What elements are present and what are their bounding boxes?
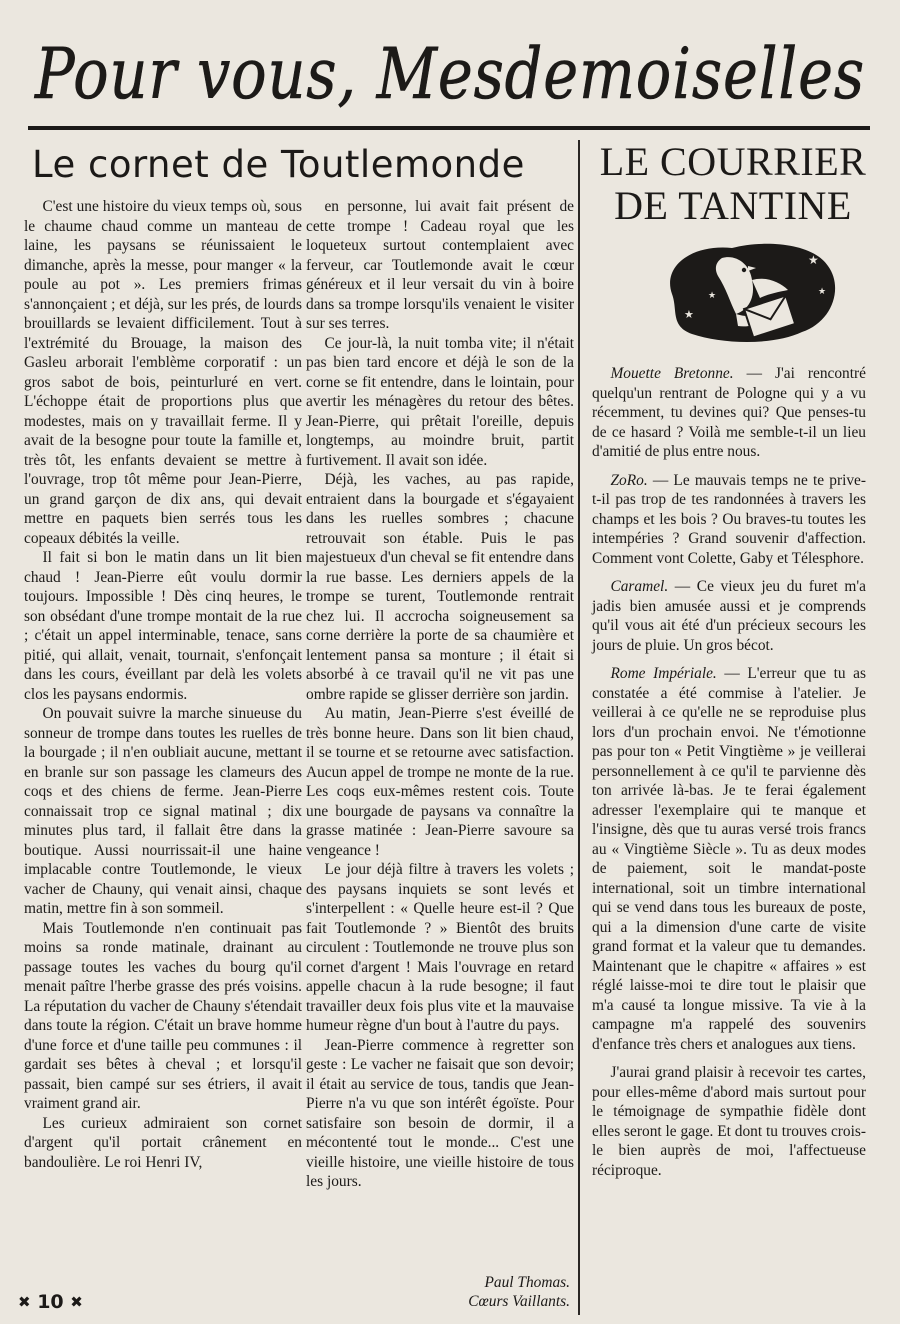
masthead (28, 14, 872, 124)
letter-recipient: Mouette Bretonne. (610, 365, 734, 382)
story-paragraph: Les curieux admiraient son cornet d'argent qu'il portait crânement en bandoulière. Le roi Henri IV, (24, 1114, 302, 1171)
story-paragraph: Il fait si bon le matin dans un lit bien chaud ! Jean-Pierre eût voulu dormir toujours. Impossible ! Dès cinq heures, le son obsédant d'une trompe montait de la rue ; c'était un appel interminable, tenace, sans pitié, qui allait, venait, tournait, s'enfonçait dans les cours, éveillant par delà les volets clos les paysans endormis. (24, 549, 302, 703)
story-column-1 (24, 197, 302, 1172)
letter-recipient: Caramel. (610, 578, 669, 595)
story-signature (306, 1273, 570, 1311)
story-paragraph: Mais Toutlemonde n'en continuait pas moins sa ronde matinale, drainant au passage toutes les vaches du bourg qu'il menait paître l'herbe grasse des prés voisins. La réputation du vacher de Chauny s'étendait dans toute la région. C'était un brave homme d'une force et d'une taille peu communes : il gardait ses bêtes à cheval ; et lorsqu'il passait, bien campé sur ses étriers, il avait vraiment grand air. (24, 919, 302, 1112)
story-headline: Le cornet de Toutlemonde (32, 143, 525, 186)
dove-with-letter-icon (652, 236, 844, 348)
svg-text:★: ★ (808, 253, 819, 267)
letter-recipient: Rome Impériale. (610, 665, 717, 682)
story-paragraph: On pouvait suivre la marche sinueuse du sonneur de trompe dans toutes les ruelles de la bourgade ; il n'en oubliait aucune, mettant en branle sur son passage les clameurs des coqs et des chiens de ferme. Jean-Pierre connaissait trop ce signal matinal ; dix minutes plus tard, il fallait être dans la boutique. Aussi nourrissait-il une haine implacable contre Toutlemonde, le vieux vacher de Chauny, qui venait ainsi, chaque matin, mettre fin à son sommeil. (24, 705, 302, 917)
letter-text: — L'erreur que tu as constatée a été commise à l'atelier. Je veillerai à ce qu'elle ne se reproduise plus lors d'un prochain envoi. Ne t'émotionne pas pour ton « Petit Vingtième » je veillerai personnellement à ce qu'il te parvienne dès ton arrivée là-bas. Je te ferai également adresser l'exemplaire qui te manque et l'insigne, dès que tu auras versé trois francs au « Vingtième Siècle ». Tu as deux modes de paiement, soit le mandat-poste international, soit un timbre international qui se vend dans tous les bureaux de poste, qui a la dimension d'une carte de visite grand format et la valeur que tu demandes. Maintenant que le chapitre « affaires » est réglé laisse-moi te dire tout le plaisir que m'a causé ta longue missive. Ta vie à la campagne m'a rappelé des souvenirs d'enfance très chers et analogues aux tiens. (592, 665, 866, 1053)
story-paragraph: en personne, lui avait fait présent de cette trompe ! Cadeau royal que les loqueteux surtout contemplaient avec ferveur, car Toutlemonde avait le cœur généreux et il leur versait du vin à boire dans sa trompe lorsqu'ils venaient le visiter sur ses terres. (306, 198, 574, 332)
story-column-2 (306, 197, 574, 1192)
svg-text:★: ★ (818, 287, 827, 297)
column-divider (578, 140, 580, 1315)
letter-closing: J'aurai grand plaisir à recevoir tes cartes, pour elles-même d'abord mais surtout pour le témoignage de sympathie fidèle dont elles seront le gage. Et dont tu trouves crois-le bien auprès de moi, l'affectueuse réciproque. (592, 1064, 866, 1179)
masthead-rule (28, 126, 870, 130)
page-number-value: 10 (37, 1290, 64, 1313)
svg-text:★: ★ (684, 308, 694, 321)
story-author: Paul Thomas. (484, 1274, 570, 1291)
letter-text: — Le mauvais temps ne te prive-t-il pas trop de tes randonnées à travers les champs et les bois ? Ou braves-tu toutes les intempéries ? Grand souvenir d'affection. Comment vont Colette, Gaby et Télesphore. (592, 471, 866, 567)
story-paragraph: Le jour déjà filtre à travers les volets ; des paysans inquiets se sont levés et s'interpellent : « Quelle heure est-il ? Que fait Toutlemonde ? » Bientôt des bruits circulent : Toutlemonde ne trouve plus son cornet d'argent ! Mais l'ouvrage en retard appelle chacun à la rude besogne; il faut travailler deux fois plus vite et la mauvaise humeur règne d'un bout à l'autre du pays. (306, 861, 574, 1034)
story-source: Cœurs Vaillants. (468, 1293, 570, 1310)
page-number (18, 1290, 108, 1314)
letter-recipient: ZoRo. (610, 471, 648, 489)
masthead-title: Pour vous, Mesdemoiselles (33, 33, 865, 115)
svg-text:★: ★ (708, 291, 717, 301)
story-paragraph: Jean-Pierre commence à regretter son geste : Le vacher ne faisait que son devoir; il était au service de tous, tandis que Jean-Pierre n'a vu que son intérêt égoïste. Pour satisfaire son besoin de dormir, il a mécontenté tout le monde... C'est une vieille histoire, une vieille histoire de tous les jours. (306, 1036, 574, 1190)
story-paragraph: Ce jour-là, la nuit tomba vite; il n'était pas bien tard encore et déjà le son de la corne se fit entendre, dans le lointain, pour avertir les ménagères du retour des bêtes. Jean-Pierre, qui prêtait l'oreille, depuis longtemps, au moindre bruit, partit furtivement. Il avait son idée. (306, 334, 574, 469)
letter-reply (592, 471, 866, 569)
courrier-title-line-1: LE COURRIER (599, 139, 867, 184)
letter-text: — Ce vieux jeu du furet m'a jadis bien amusée aussi et je comprends qu'il vous ait été d'un précieux secours les jours de pluie. Un gros bécot. (592, 578, 866, 654)
story-paragraph: C'est une histoire du vieux temps où, sous le chaume chaud comme un manteau de laine, les paysans se réunissaient le dimanche, après la messe, pour manger « la poule au pot ». Les premiers frimas s'annonçaient ; et déjà, sur les prés, de lourds brouillards se levaient difficilement. Tout à l'extrémité du Brouage, la maison des Gasleu arborait l'emblème corporatif : un gros sabot de bois, peinturluré en vert. L'échoppe était de proportions plus que modestes, mais on y travaillait ferme. Il y avait de la besogne pour toute la famille et, très tôt, les enfants devaient se mettre à l'ouvrage, trop tôt même pour Jean-Pierre, un grand garçon de dix ans, qui devait mettre en paquets bien serrés tous les copeaux débités la veille. (24, 198, 302, 547)
letter-reply (592, 664, 866, 1054)
courrier-title (590, 140, 876, 228)
story-paragraph: Déjà, les vaches, au pas rapide, entraient dans la bourgade et s'égayaient dans les ruelles sombres ; chacune retrouvait son étable. Puis le pas majestueux d'un cheval se fit entendre dans la rue basse. Les derniers appels de la trompe se turent, Toutlemonde rentrait chez lui. Il accrocha soigneusement sa corne derrière la porte de sa chaumière et lentement pansa sa monture ; il était si absorbé à ce travail qu'il ne vit pas une ombre rapide se glisser derrière son jardin. (306, 471, 574, 703)
story-paragraph: Au matin, Jean-Pierre s'est éveillé de très bonne heure. Dans son lit bien chaud, il se tourne et se retourne avec satisfaction. Aucun appel de trompe ne monte de la rue. Les coqs eux-mêmes restent cois. Toute une bourgade de paysans va connaître la grasse matinée : Jean-Pierre savoure sa vengeance ! (306, 705, 574, 859)
cross-ornament-icon: ✖ (70, 1292, 83, 1311)
letter-reply (592, 364, 866, 462)
masthead-script-title (28, 14, 872, 124)
letter-text: — J'ai rencontré quelqu'un rentrant de Pologne qui y a vu récemment, tu devines qui? Que penses-tu de ce hasard ? Voilà me semble-t-il un lieu d'amitié de plus entre nous. (592, 365, 866, 460)
cross-ornament-icon: ✖ (18, 1292, 31, 1311)
courrier-title-line-2: DE TANTINE (614, 183, 852, 228)
letter-reply (592, 577, 866, 655)
courrier-column (592, 364, 866, 1180)
